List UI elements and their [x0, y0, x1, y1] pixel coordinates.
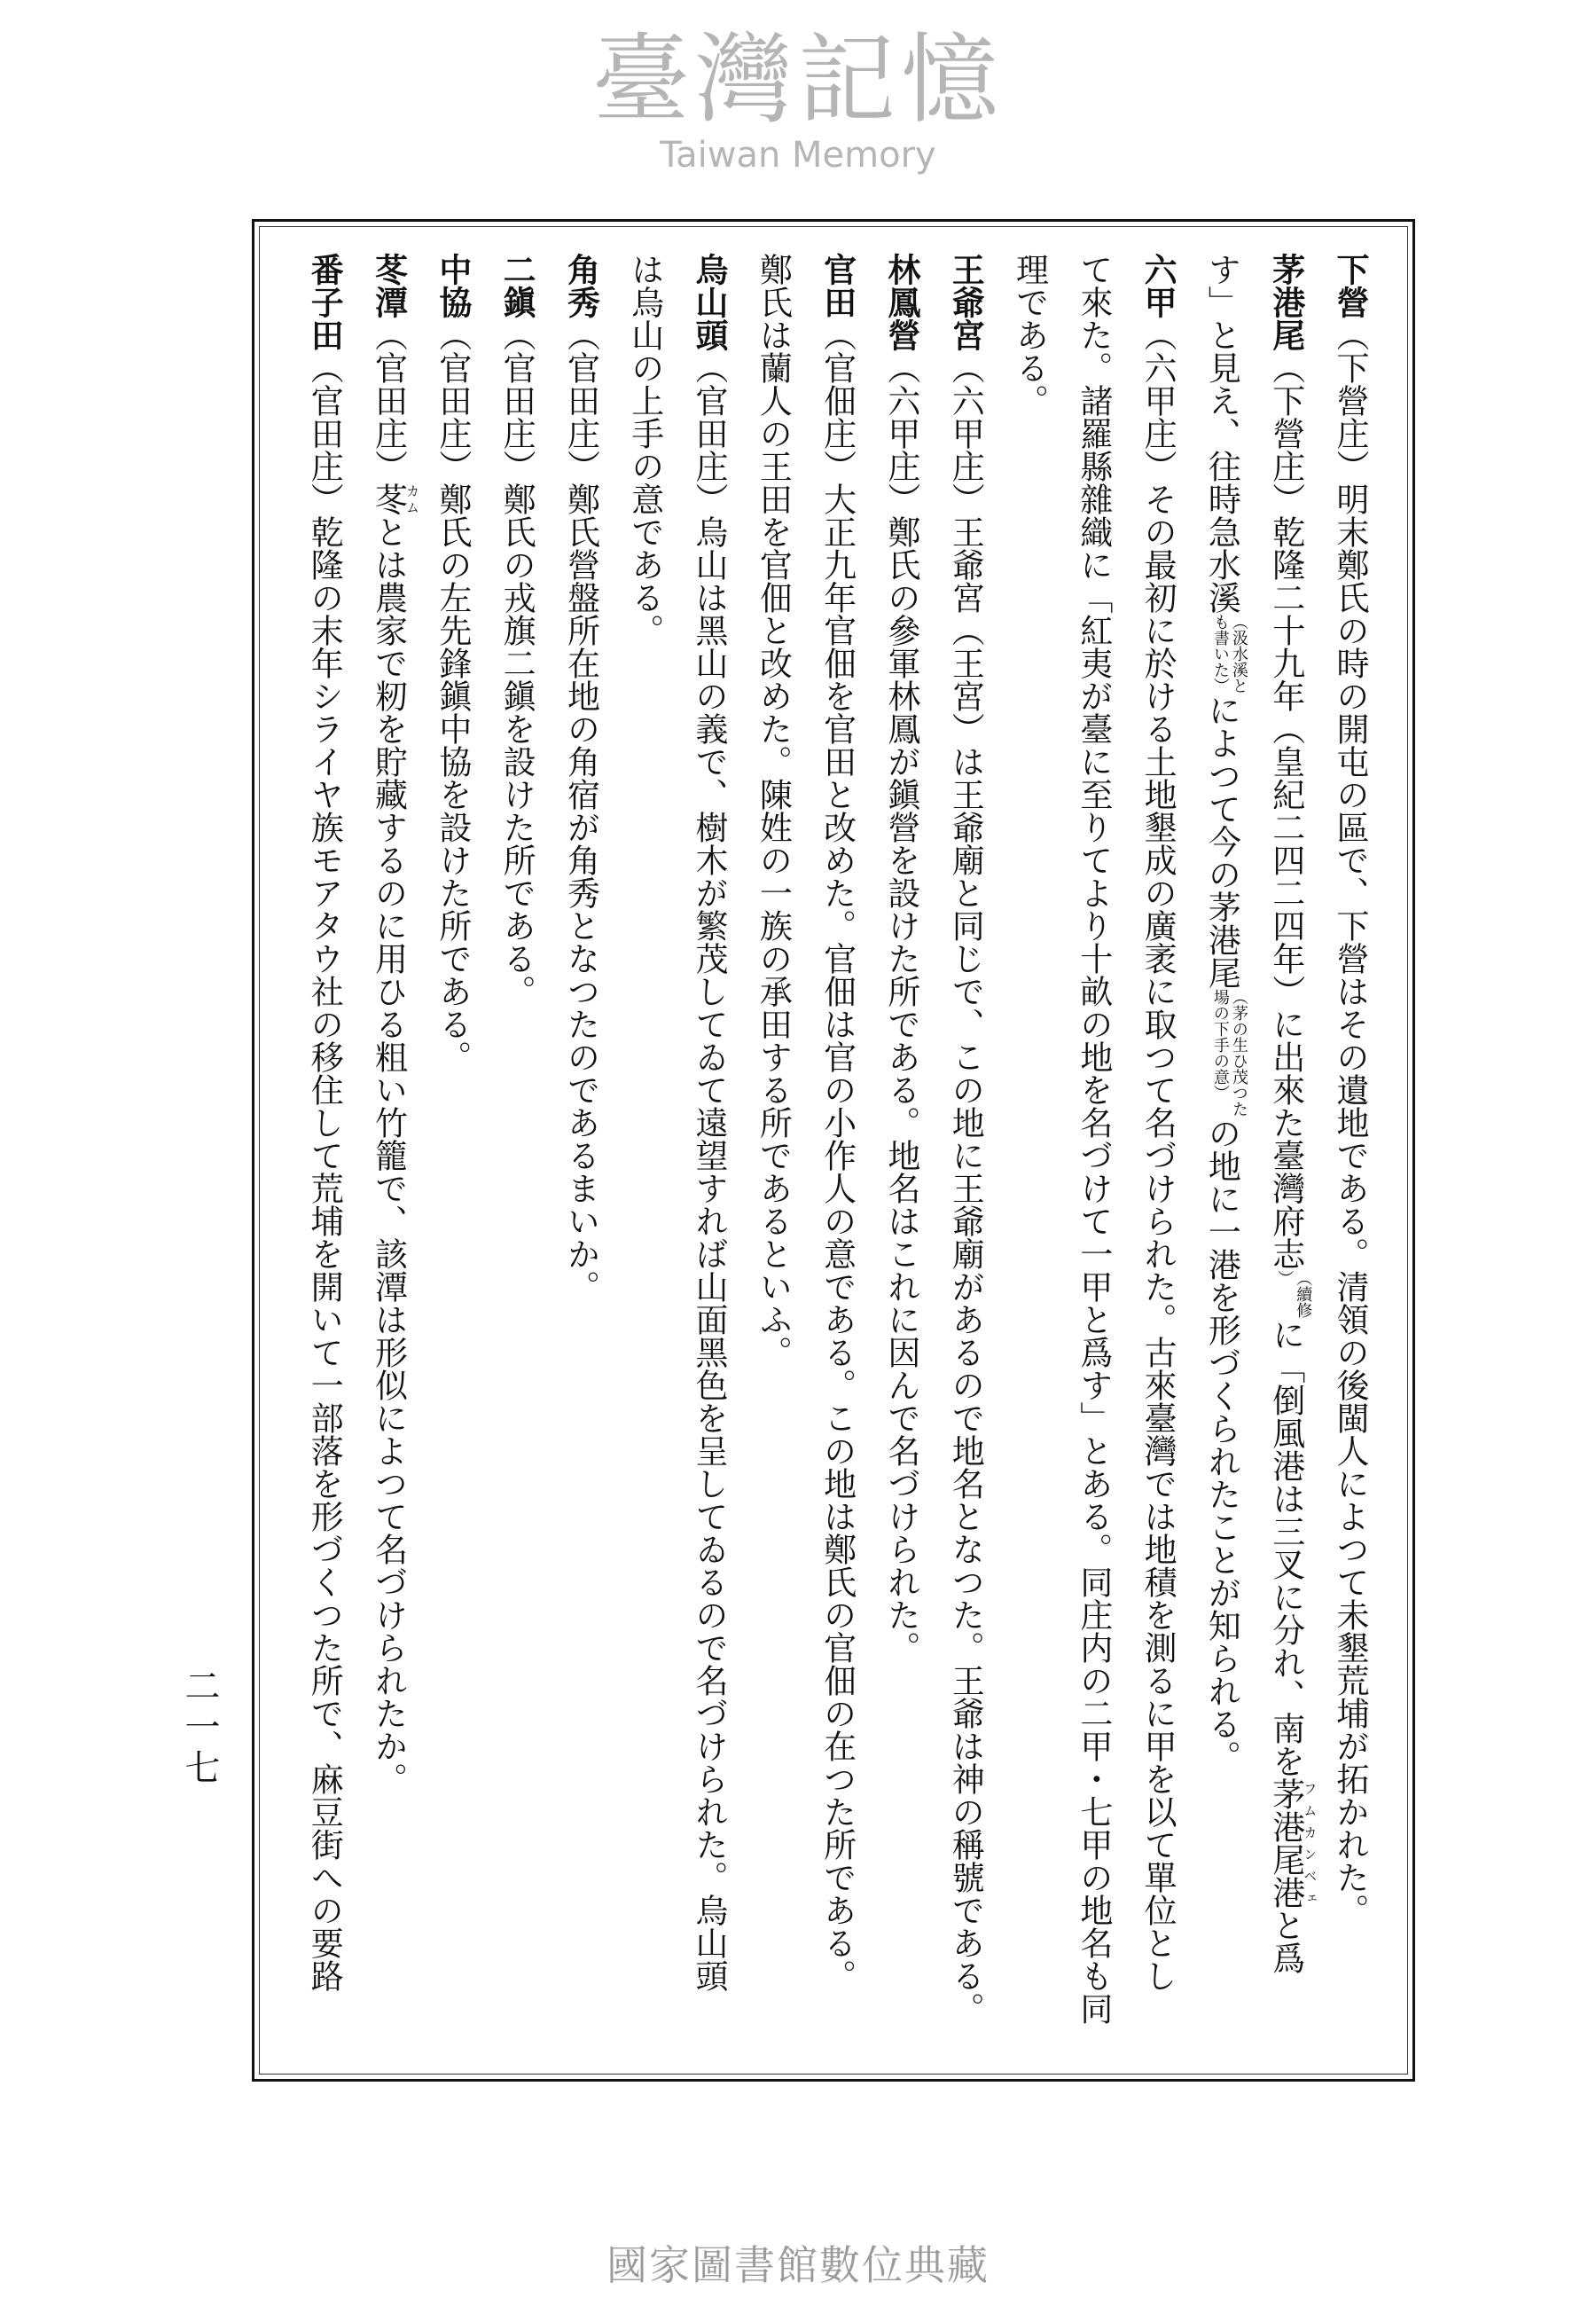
entry-text: （下營庄）明末鄭氏の時の開屯の區で、下營はその遺地である。清領の後閩人によつて未墾荒埔が拓かれた。 [1331, 318, 1369, 1926]
body-text [293, 253, 1381, 2067]
entry-heading: 官田 [818, 253, 857, 318]
text-column [933, 253, 997, 2067]
entry-heading: 番子田 [305, 253, 344, 351]
entry-text: の地に一港を形づくられたことが知られる。 [1202, 1117, 1241, 1773]
entry-heading: 下營 [1331, 253, 1369, 318]
entry-heading: 中協 [433, 253, 472, 318]
entry-text: と爲 [1266, 1909, 1305, 1974]
text-column [484, 253, 548, 2067]
text-column [1061, 253, 1125, 2067]
text-column [420, 253, 484, 2067]
page-number: 二一七 [179, 1667, 220, 1790]
entry-text: 鄭氏は蘭人の王田を官佃と改めた。陳姓の一族の承田する所であるといふ。 [754, 253, 793, 1369]
text-column [1253, 253, 1317, 2067]
ruby-reading: カム [404, 482, 421, 515]
inline-note: （茅の生ひ茂つた 場の下手の意） [1210, 989, 1248, 1117]
inline-note: （汲水溪と も書いた） [1210, 614, 1248, 694]
entry-heading: 角秀 [561, 253, 600, 318]
text-column [1318, 253, 1381, 2067]
text-column [356, 253, 419, 2067]
entry-heading: 六甲 [1138, 253, 1177, 318]
footer-credit: 國家圖書館數位典藏 [606, 2241, 990, 2289]
entry-text: （下營庄）乾隆二十九年（皇紀二四二四年）に出來た臺灣府志 [1266, 351, 1305, 1270]
ruby-text: 茅港尾港フムカンベェ [1266, 1777, 1318, 1909]
entry-heading: 烏山頭 [690, 253, 729, 351]
entry-text: す」と見え、往時急水溪 [1202, 253, 1241, 614]
text-column [292, 253, 356, 2067]
entry-heading: 林鳳營 [881, 253, 920, 351]
entry-text: によつて今の茅港尾 [1202, 694, 1241, 989]
entry-heading: 茅港尾 [1266, 253, 1305, 351]
entry-text: て來た。諸羅縣雜織に「紅夷が臺に至りてより十畝の地を名づけて一甲と爲す」とある。同庄内の二甲・七甲の地名も同 [1074, 253, 1113, 2025]
entry-text: （官田庄）鄭氏の左先鋒鎭中協を設けた所である。 [433, 318, 472, 1073]
entry-text: 理である。 [1010, 253, 1049, 417]
entry-text: （官田庄）鄭氏の戎旗二鎭を設けた所である。 [497, 318, 536, 1008]
entry-text: （六甲庄）その最初に於ける土地墾成の廣袤に取つて名づけられた。古來臺灣では地積を測るに甲を以て單位とし [1138, 318, 1177, 1992]
entry-heading: 苳潭 [369, 253, 408, 318]
entry-heading: 王爺宮 [946, 253, 985, 351]
ruby-text: 苳カム [369, 482, 421, 515]
entry-text: （官田庄）乾隆の末年シライヤ族モアタウ社の移住して荒埔を開いて一部落を形づくつた所で、麻豆街への要路 [305, 351, 344, 1992]
text-column [677, 253, 740, 2067]
text-column [869, 253, 933, 2067]
text-column [997, 253, 1060, 2067]
entry-text: （官田庄） [369, 318, 408, 482]
text-column [1125, 253, 1189, 2067]
entry-heading: 二鎭 [497, 253, 536, 318]
watermark-chinese: 臺灣記憶 [592, 23, 1004, 137]
text-column [804, 253, 868, 2067]
entry-text: （六甲庄）王爺宮（王宮）は王爺廟と同じで、この地に王爺廟があるので地名となつた。王爺は神の稱號である。 [946, 351, 985, 2025]
watermark [0, 23, 1596, 177]
text-column [1189, 253, 1253, 2067]
text-column [548, 253, 612, 2067]
entry-text: （官田庄）鄭氏營盤所在地の角宿が角秀となつたのであるまいか。 [561, 318, 600, 1303]
entry-text: （官佃庄）大正九年官佃を官田と改めた。官佃は官の小作人の意である。この地は鄭氏の官佃の在つた所である。 [818, 318, 857, 1992]
ruby-reading: フムカンベェ [1302, 1777, 1318, 1909]
text-column [612, 253, 676, 2067]
entry-text: は烏山の上手の意である。 [625, 253, 664, 647]
entry-text: （六甲庄）鄭氏の參軍林鳳が鎭營を設けた所である。地名はこれに因んで名づけられた。 [881, 351, 920, 1664]
entry-text: とは農家で籾を貯藏するのに用ひる粗い竹籠で、該潭は形似によつて名づけられたか。 [369, 515, 408, 1795]
entry-text: に「倒風港は三叉に分れ、南を [1266, 1318, 1305, 1777]
inline-note: （續修 ） [1275, 1270, 1313, 1318]
entry-text: （官田庄）烏山は黑山の義で、樹木が繁茂してゐて遠望すれば山面黑色を呈してゐるので名づけられた。烏山頭 [690, 351, 729, 1992]
text-column [740, 253, 804, 2067]
watermark-english: Taiwan Memory [660, 135, 936, 176]
